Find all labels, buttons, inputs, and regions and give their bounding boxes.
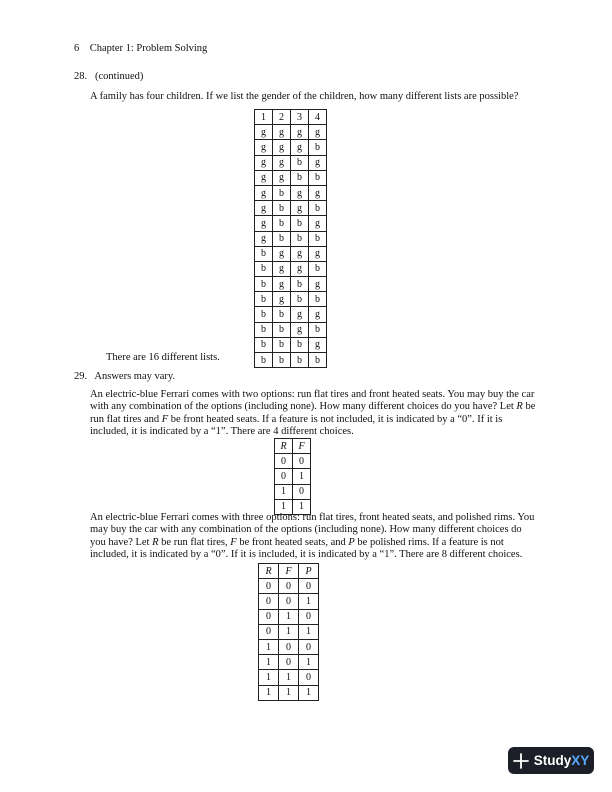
table-row <box>259 579 319 594</box>
table-cell: g <box>273 170 291 185</box>
table-row <box>259 624 319 639</box>
q29-paragraph-2: An electric-blue Ferrari comes with three options: run flat tires, front heated seats, and polished rims. You may buy the car with any combination of the options (including none). How many different choices do you have? Let R be run flat tires, F be front heated seats, and P be polished rims. If a feature is not included, it is indicated by a “0”. If it is included, it is indicated by a “1”. There are 8 different choices. <box>90 512 535 561</box>
table-cell: g <box>255 216 273 231</box>
table-cell: 0 <box>299 639 319 654</box>
table-row <box>255 216 327 231</box>
table-cell: 0 <box>275 454 293 469</box>
q29-number-line <box>74 371 175 383</box>
table-cell: g <box>309 216 327 231</box>
brand-name <box>534 753 590 768</box>
table-cell: b <box>309 322 327 337</box>
table-row <box>255 155 327 170</box>
plus-sparkle-icon <box>513 753 529 769</box>
table-cell: 1 <box>259 670 279 685</box>
table-cell: 0 <box>293 454 311 469</box>
table-cell: g <box>255 231 273 246</box>
table-cell: 0 <box>259 624 279 639</box>
table-cell: b <box>291 292 309 307</box>
table-cell: b <box>273 231 291 246</box>
table-row <box>259 639 319 654</box>
table-row <box>275 454 311 469</box>
table-cell: b <box>255 292 273 307</box>
table-cell: g <box>255 155 273 170</box>
table-row <box>255 125 327 140</box>
table-row <box>255 292 327 307</box>
table-row <box>259 670 319 685</box>
table-cell: b <box>273 201 291 216</box>
table-cell: 1 <box>299 685 319 700</box>
q28-text: A family has four children. If we list the gender of the children, how many different lists are possible? <box>90 91 519 102</box>
table-cell: b <box>309 231 327 246</box>
q28-number-line <box>74 71 143 83</box>
table-cell: b <box>255 353 273 368</box>
table-cell: g <box>291 322 309 337</box>
table-row <box>255 170 327 185</box>
table-cell: b <box>291 216 309 231</box>
table-row <box>255 322 327 337</box>
table-cell: 1 <box>279 670 299 685</box>
table-row <box>255 140 327 155</box>
table-header-cell: R <box>275 439 293 454</box>
table-cell: 1 <box>279 624 299 639</box>
table-cell: 1 <box>299 655 319 670</box>
table-cell: 0 <box>293 484 311 499</box>
table-cell: 0 <box>259 594 279 609</box>
table-cell: g <box>309 185 327 200</box>
table-cell: g <box>291 261 309 276</box>
table-cell: 1 <box>275 499 293 514</box>
table-cell: 0 <box>299 670 319 685</box>
table-cell: 1 <box>293 499 311 514</box>
table-cell: b <box>255 261 273 276</box>
table-row <box>255 307 327 322</box>
table-cell: b <box>255 337 273 352</box>
table-row <box>255 353 327 368</box>
table-row <box>259 594 319 609</box>
table-cell: b <box>273 337 291 352</box>
q28-conclusion: There are 16 different lists. <box>106 352 220 363</box>
chapter-title: Chapter 1: Problem Solving <box>89 43 208 54</box>
table-row <box>255 246 327 261</box>
brand-main: Study <box>533 753 572 768</box>
table-cell: b <box>291 353 309 368</box>
table-cell: 1 <box>259 655 279 670</box>
table-cell: 1 <box>299 624 319 639</box>
table-cell: b <box>291 155 309 170</box>
table-cell: 1 <box>279 609 299 624</box>
table-cell: b <box>273 322 291 337</box>
table-row <box>259 609 319 624</box>
table-cell: b <box>309 170 327 185</box>
table-cell: b <box>291 337 309 352</box>
q29-table-2 <box>258 563 319 701</box>
q29-number: 29. <box>74 371 88 382</box>
table-row <box>275 469 311 484</box>
table-cell: b <box>273 185 291 200</box>
table-cell: g <box>291 140 309 155</box>
table-header-cell: 2 <box>273 110 291 125</box>
table-cell: g <box>291 246 309 261</box>
table-row <box>255 261 327 276</box>
table-cell: g <box>291 125 309 140</box>
table-header-row <box>259 564 319 579</box>
table-cell: 0 <box>279 655 299 670</box>
page-number: 6 <box>74 43 80 54</box>
brand-accent: XY <box>571 753 590 768</box>
table-cell: g <box>273 140 291 155</box>
table-row <box>255 337 327 352</box>
table-cell: 0 <box>275 469 293 484</box>
q28-number: 28. <box>74 71 88 82</box>
table-row <box>275 484 311 499</box>
table-header-cell: 4 <box>309 110 327 125</box>
table-cell: b <box>273 216 291 231</box>
table-header-cell: F <box>279 564 299 579</box>
q29-intro: Answers may vary. <box>94 371 176 382</box>
table-header-cell: 3 <box>291 110 309 125</box>
table-cell: g <box>309 155 327 170</box>
table-cell: 1 <box>279 685 299 700</box>
table-cell: 0 <box>299 579 319 594</box>
table-cell: g <box>273 246 291 261</box>
table-cell: 0 <box>259 609 279 624</box>
table-row <box>259 655 319 670</box>
table-cell: b <box>255 246 273 261</box>
table-cell: g <box>273 292 291 307</box>
table-cell: g <box>255 201 273 216</box>
table-cell: 0 <box>299 609 319 624</box>
table-cell: b <box>291 231 309 246</box>
table-row <box>255 185 327 200</box>
table-cell: 1 <box>293 469 311 484</box>
table-row <box>255 277 327 292</box>
table-cell: g <box>291 307 309 322</box>
table-cell: 0 <box>279 594 299 609</box>
table-cell: g <box>309 125 327 140</box>
table-cell: 0 <box>259 579 279 594</box>
q29-table-1 <box>274 438 311 515</box>
table-cell: 1 <box>299 594 319 609</box>
table-cell: g <box>255 170 273 185</box>
table-header-cell: 1 <box>255 110 273 125</box>
table-header-cell: R <box>259 564 279 579</box>
table-cell: 0 <box>279 639 299 654</box>
table-cell: b <box>309 261 327 276</box>
table-cell: g <box>309 337 327 352</box>
table-cell: b <box>309 140 327 155</box>
q28-table <box>254 109 327 368</box>
page-header <box>74 43 207 54</box>
studyxy-badge[interactable] <box>508 747 594 774</box>
table-cell: g <box>255 140 273 155</box>
table-cell: b <box>255 307 273 322</box>
table-cell: g <box>255 185 273 200</box>
table-header-row <box>275 439 311 454</box>
table-cell: b <box>291 170 309 185</box>
table-cell: b <box>309 353 327 368</box>
table-cell: g <box>273 155 291 170</box>
q29-paragraph-1: An electric-blue Ferrari comes with two options: run flat tires and front heated seats. You may buy the car with any combination of the options (including none). How many different choices do you have? Let R be run flat tires and F be front heated seats. If a feature is not included, it is indicated by a “0”. If it is included, it is indicated by a “1”. There are 4 different choices. <box>90 389 536 438</box>
table-cell: 1 <box>259 685 279 700</box>
table-cell: b <box>309 292 327 307</box>
table-cell: 0 <box>279 579 299 594</box>
q28-continued: (continued) <box>95 71 144 82</box>
table-row <box>259 685 319 700</box>
table-cell: g <box>309 246 327 261</box>
table-row <box>255 231 327 246</box>
table-cell: g <box>309 277 327 292</box>
table-cell: b <box>255 322 273 337</box>
table-cell: b <box>291 277 309 292</box>
table-header-cell: F <box>293 439 311 454</box>
table-cell: b <box>273 307 291 322</box>
table-cell: g <box>291 185 309 200</box>
table-cell: b <box>273 353 291 368</box>
table-header-cell: P <box>299 564 319 579</box>
table-header-row <box>255 110 327 125</box>
table-cell: b <box>309 201 327 216</box>
table-row <box>255 201 327 216</box>
table-cell: g <box>273 277 291 292</box>
table-cell: g <box>273 125 291 140</box>
table-cell: g <box>273 261 291 276</box>
table-cell: g <box>255 125 273 140</box>
table-cell: b <box>255 277 273 292</box>
table-cell: g <box>291 201 309 216</box>
table-cell: 1 <box>259 639 279 654</box>
table-cell: 1 <box>275 484 293 499</box>
table-cell: g <box>309 307 327 322</box>
